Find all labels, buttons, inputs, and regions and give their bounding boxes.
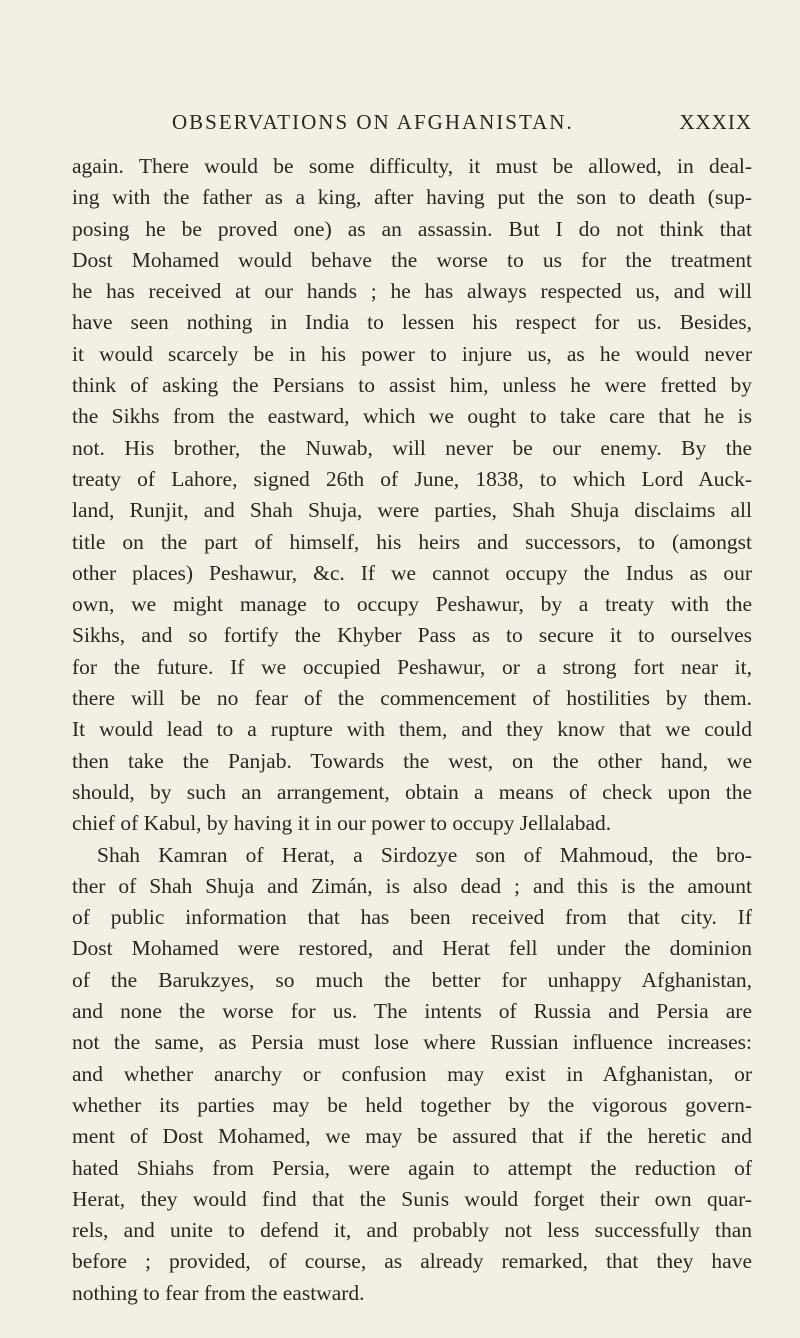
text-line: ther of Shah Shuja and Zimán, is also dead ; and this is the amount [72, 873, 752, 898]
text-line: own, we might manage to occupy Peshawur, by a treaty with the [72, 592, 752, 617]
paragraph-1 [72, 151, 752, 840]
text-line: hated Shiahs from Persia, were again to attempt the reduction of [72, 1155, 752, 1180]
running-head [72, 110, 752, 140]
text-line: ment of Dost Mohamed, we may be assured that if the heretic and [72, 1124, 752, 1149]
text-line: Dost Mohamed would behave the worse to us for the treatment [72, 247, 752, 272]
text-line: nothing to fear from the eastward. [72, 1280, 365, 1305]
text-line: whether its parties may be held together by the vigorous govern- [72, 1092, 752, 1117]
text-line: other places) Peshawur, &c. If we cannot occupy the Indus as our [72, 560, 752, 585]
text-line: not. His brother, the Nuwab, will never be our enemy. By the [72, 435, 752, 460]
text-line: for the future. If we occupied Peshawur, or a strong fort near it, [72, 654, 752, 679]
text-line: title on the part of himself, his heirs and successors, to (amongst [72, 529, 752, 554]
text-line: of the Barukzyes, so much the better for unhappy Afghanistan, [72, 967, 752, 992]
text-line: Dost Mohamed were restored, and Herat fell under the dominion [72, 936, 752, 961]
text-line: of public information that has been received from that city. If [72, 905, 752, 930]
text-line: should, by such an arrangement, obtain a means of check upon the [72, 779, 752, 804]
text-line: posing he be proved one) as an assassin. But I do not think that [72, 216, 752, 241]
text-line: Shah Kamran of Herat, a Sirdozye son of Mahmoud, the bro- [97, 842, 752, 867]
text-line: think of asking the Persians to assist him, unless he were fretted by [72, 373, 752, 398]
text-line: and none the worse for us. The intents of Russia and Persia are [72, 999, 752, 1024]
text-line: the Sikhs from the eastward, which we ought to take care that he is [72, 404, 752, 429]
text-line: again. There would be some difficulty, it must be allowed, in deal- [72, 154, 752, 178]
text-line: Herat, they would find that the Sunis would forget their own quar- [72, 1186, 752, 1211]
running-title: OBSERVATIONS ON AFGHANISTAN. [172, 110, 574, 134]
page-number: XXXIX [679, 110, 752, 134]
text-line: rels, and unite to defend it, and probably not less successfully than [72, 1218, 752, 1243]
text-line: there will be no fear of the commencement of hostilities by them. [72, 686, 752, 711]
text-line: treaty of Lahore, signed 26th of June, 1838, to which Lord Auck- [72, 466, 752, 491]
text-line: chief of Kabul, by having it in our power to occupy Jellalabad. [72, 811, 612, 836]
text-line: ing with the father as a king, after having put the son to death (sup- [72, 185, 752, 210]
paragraph-2 [72, 840, 752, 1309]
text-line: have seen nothing in India to lessen his respect for us. Besides, [72, 310, 752, 335]
text-line: and whether anarchy or confusion may exist in Afghanistan, or [72, 1061, 752, 1086]
body-text [72, 151, 752, 1309]
text-line: before ; provided, of course, as already remarked, that they have [72, 1249, 752, 1274]
text-line: It would lead to a rupture with them, and they know that we could [72, 717, 752, 742]
text-line: then take the Panjab. Towards the west, on the other hand, we [72, 748, 752, 773]
text-line: it would scarcely be in his power to injure us, as he would never [72, 341, 752, 366]
text-line: land, Runjit, and Shah Shuja, were parties, Shah Shuja disclaims all [72, 498, 752, 523]
text-line: not the same, as Persia must lose where Russian influence increases: [72, 1030, 752, 1055]
text-line: Sikhs, and so fortify the Khyber Pass as to secure it to ourselves [72, 623, 752, 648]
text-line: he has received at our hands ; he has always respected us, and will [72, 279, 752, 304]
